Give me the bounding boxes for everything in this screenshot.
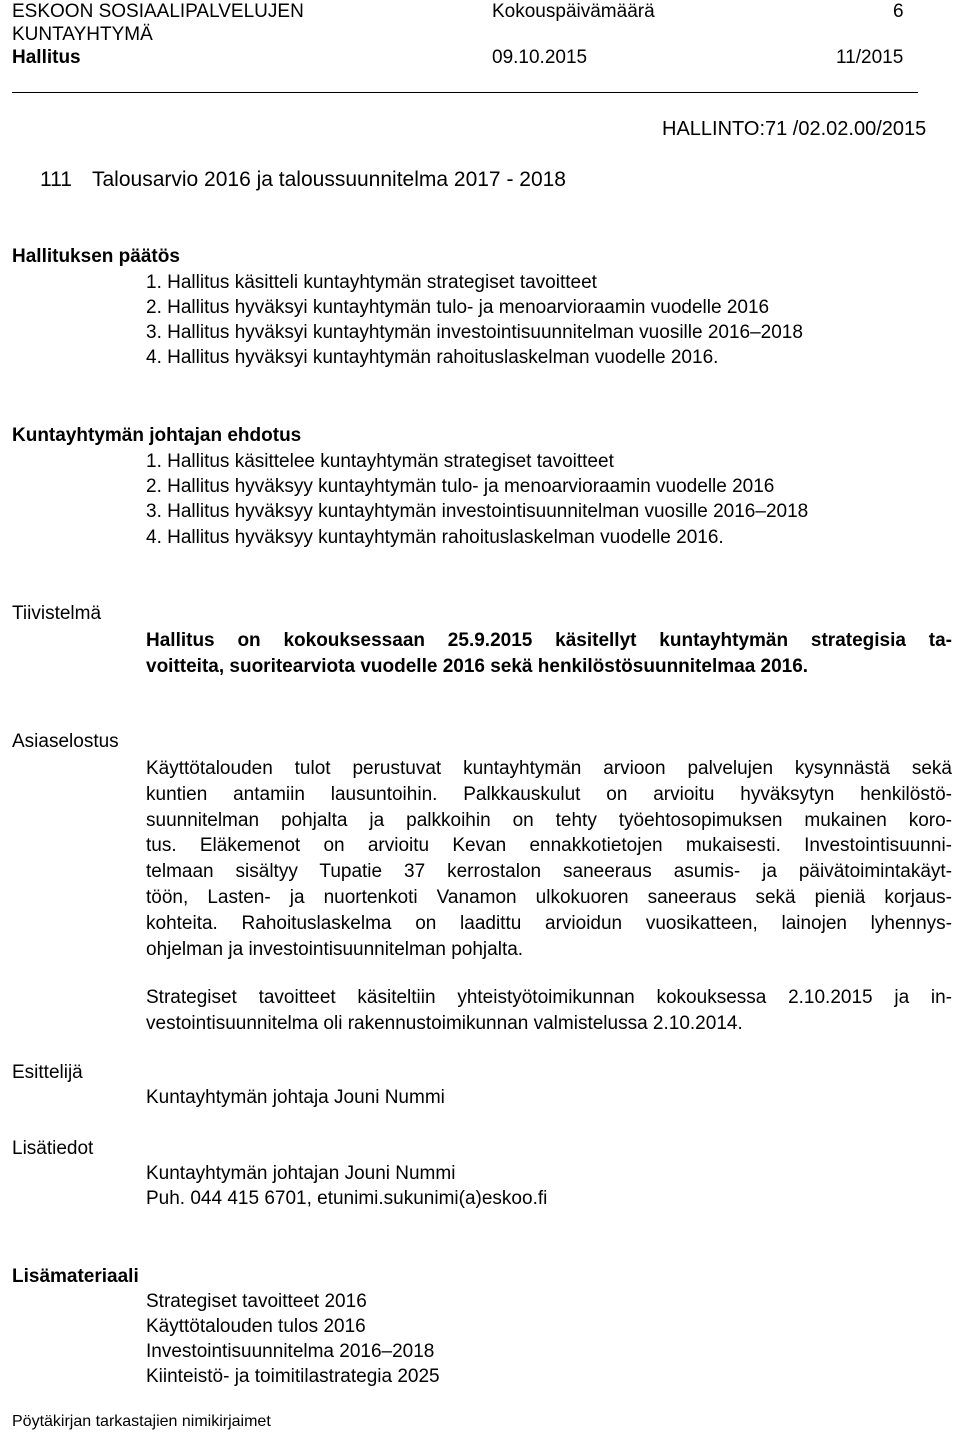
proposal-item: 1. Hallitus käsittelee kuntayhtymän strategiset tavoitteet — [146, 451, 614, 472]
explanation-line: vestointisuunnitelma oli rakennustoimikunnan valmistelussa 2.10.2014. — [146, 1012, 743, 1034]
decision-item: 2. Hallitus hyväksyi kuntayhtymän tulo- ja menoarvioraamin vuodelle 2016 — [146, 297, 770, 318]
attachment-item: Käyttötalouden tulos 2016 — [146, 1316, 366, 1337]
explanation-line: suunnitelman pohjalta ja palkkoihin on tehty työehtosopimuksen mukainen koro- — [146, 809, 952, 831]
decision-heading: Hallituksen päätös — [12, 246, 180, 267]
org-name-line1: ESKOON SOSIAALIPALVELUJEN — [12, 1, 304, 22]
summary-label: Tiivistelmä — [12, 603, 102, 624]
explanation-line: kohteita. Rahoituslaskelma on laadittu arvioidun vuosikatteen, lainojen lyhennys- — [146, 912, 952, 934]
decision-item: 3. Hallitus hyväksyi kuntayhtymän investointisuunnitelman vuosille 2016–2018 — [146, 322, 803, 343]
presenter-value: Kuntayhtymän johtaja Jouni Nummi — [146, 1087, 445, 1108]
decision-item: 1. Hallitus käsitteli kuntayhtymän strategiset tavoitteet — [146, 272, 597, 293]
contact-label: Lisätiedot — [12, 1138, 94, 1159]
summary-text — [146, 628, 952, 680]
summary-line: voitteita, suoritearviota vuodelle 2016 sekä henkilöstösuunnitelmaa 2016. — [146, 655, 809, 677]
attachment-item: Strategiset tavoitteet 2016 — [146, 1291, 367, 1312]
header-divider — [12, 92, 918, 93]
proposal-item: 3. Hallitus hyväksyy kuntayhtymän investointisuunnitelman vuosille 2016–2018 — [146, 501, 809, 522]
explanation-label: Asiaselostus — [12, 731, 119, 752]
contact-name: Kuntayhtymän johtajan Jouni Nummi — [146, 1163, 456, 1184]
org-name-line2: KUNTAYHTYMÄ — [12, 24, 153, 45]
attachment-item: Kiinteistö- ja toimitilastrategia 2025 — [146, 1366, 440, 1387]
proposal-item: 2. Hallitus hyväksyy kuntayhtymän tulo- ja menoarvioraamin vuodelle 2016 — [146, 476, 775, 497]
section-title: Talousarvio 2016 ja taloussuunnitelma 2017 - 2018 — [92, 168, 566, 191]
proposal-item: 4. Hallitus hyväksyy kuntayhtymän rahoituslaskelman vuodelle 2016. — [146, 527, 724, 548]
date-label: Kokouspäivämäärä — [492, 1, 655, 22]
reference-number: HALLINTO:71 /02.02.00/2015 — [662, 118, 927, 140]
signature-note: Pöytäkirjan tarkastajien nimikirjaimet — [12, 1413, 271, 1430]
body-name: Hallitus — [12, 47, 81, 68]
explanation-line: kuntien antamiin lausuntoihin. Palkkauskulut on arvioitu hyväksytyn henkilöstö- — [146, 783, 952, 805]
page-number: 6 — [893, 1, 904, 22]
section-number: 111 — [40, 168, 72, 191]
explanation-line: ohjelman ja investointisuunnitelman pohjalta. — [146, 938, 524, 960]
decision-item: 4. Hallitus hyväksyi kuntayhtymän rahoituslaskelman vuodelle 2016. — [146, 347, 719, 368]
presenter-label: Esittelijä — [12, 1062, 83, 1083]
explanation-line: töön, Lasten- ja nuortenkoti Vanamon ulkokuoren saneeraus sekä pieniä korjaus- — [146, 886, 952, 908]
summary-line: Hallitus on kokouksessaan 25.9.2015 käsitellyt kuntayhtymän strategisia ta- — [146, 630, 952, 651]
explanation-line: Strategiset tavoitteet käsiteltiin yhteistyötoimikunnan kokouksessa 2.10.2015 ja in- — [146, 987, 952, 1008]
proposal-heading: Kuntayhtymän johtajan ehdotus — [12, 425, 302, 446]
explanation-line: Käyttötalouden tulot perustuvat kuntayhtymän arvioon palvelujen kysynnästä sekä — [146, 758, 952, 779]
explanation-line: tus. Eläkemenot on arvioitu Kevan ennakkotietojen mukaisesti. Investointisuunni- — [146, 835, 952, 857]
meeting-date: 09.10.2015 — [492, 47, 588, 68]
contact-details: Puh. 044 415 6701, etunimi.sukunimi(a)eskoo.fi — [146, 1188, 548, 1209]
explanation-paragraph-1 — [146, 756, 952, 962]
attachment-item: Investointisuunnitelma 2016–2018 — [146, 1341, 435, 1362]
explanation-paragraph-2 — [146, 985, 952, 1037]
meeting-number: 11/2015 — [836, 47, 904, 68]
attachments-label: Lisämateriaali — [12, 1266, 139, 1287]
explanation-line: telmaan sisältyy Tupatie 37 kerrostalon saneeraus asumis- ja päivätoimintakäyt- — [146, 861, 952, 883]
